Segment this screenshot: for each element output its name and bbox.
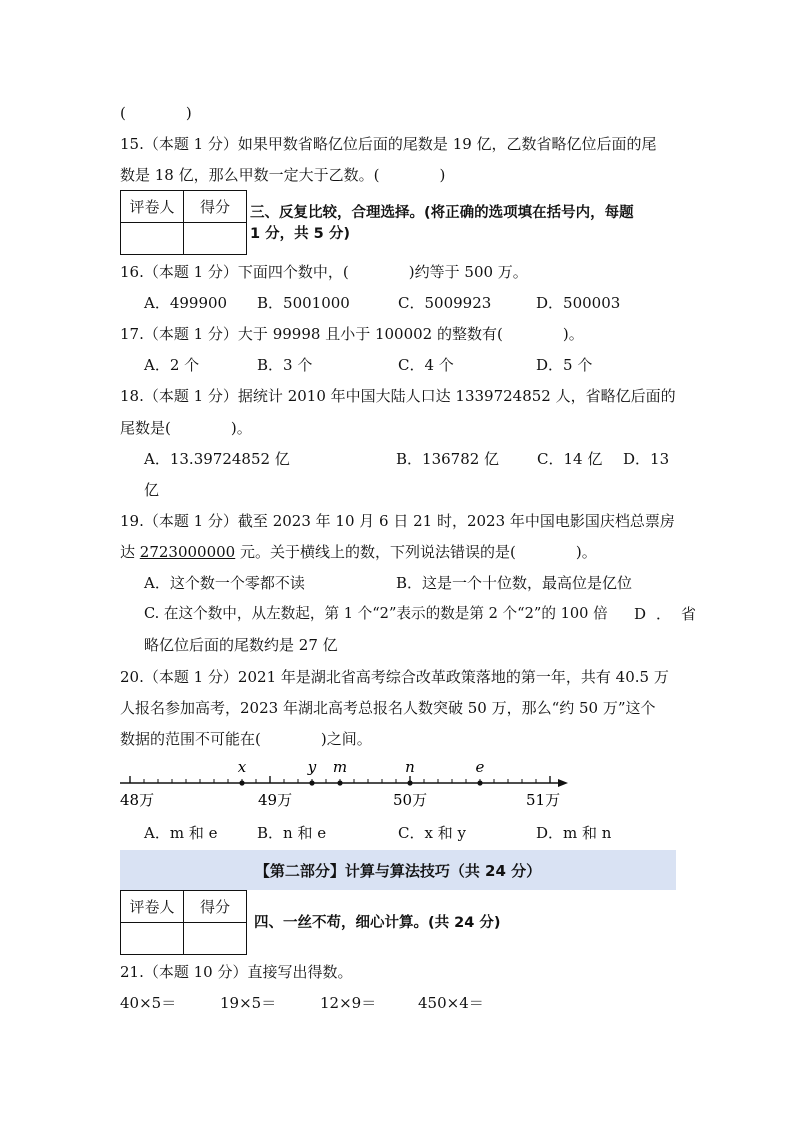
point-label-x: x	[237, 758, 247, 776]
part2-banner-title: 【第二部分】计算与算法技巧（共 24 分）	[254, 861, 542, 880]
number-line	[110, 755, 580, 815]
q21-item-3: 12×9＝	[320, 994, 377, 1012]
q19-line2-pre: 达	[120, 543, 140, 561]
q20-line1: 20.（本题 1 分）2021 年是湖北省高考综合改革政策落地的第一年，共有 40.5 万	[120, 668, 669, 686]
section4-title: 四、一丝不苟，细心计算。(共 24 分)	[254, 915, 501, 931]
q21-stem: 21.（本题 10 分）直接写出得数。	[120, 963, 353, 981]
tick-label-48: 48万	[120, 791, 155, 809]
grader-cell	[121, 923, 184, 955]
q17-option-d: D．5 个	[536, 356, 593, 374]
tick-label-51: 51万	[526, 791, 561, 809]
q16-option-a: A．499900	[144, 294, 228, 312]
grader-table-1	[120, 190, 247, 255]
q20-option-a: A．m 和 e	[144, 824, 218, 842]
score-header: 得分	[184, 891, 247, 923]
grader-table-2	[120, 890, 247, 955]
q17-option-a: A．2 个	[144, 356, 200, 374]
q20-line3: 数据的范围不可能在( )之间。	[120, 730, 372, 748]
section3-title-line1: 三、反复比较，合理选择。(将正确的选项填在括号内，每题	[250, 205, 634, 221]
part2-banner	[120, 850, 676, 890]
q17-stem: 17.（本题 1 分）大于 99998 且小于 100002 的整数有( )。	[120, 325, 584, 343]
q19-line1: 19.（本题 1 分）截至 2023 年 10 月 6 日 21 时，2023 年中国电影国庆档总票房	[120, 512, 675, 530]
tick-label-49: 49万	[258, 791, 293, 809]
q19-option-d-cont: 略亿位后面的尾数约是 27 亿	[144, 636, 338, 654]
q19-option-c: C. 在这个数中，从左数起，第 1 个“2”表示的数是第 2 个“2”的 100 倍	[144, 605, 608, 622]
q19-underlined-number: 2723000000	[139, 543, 236, 561]
score-cell	[184, 223, 247, 255]
q16-option-d: D．500003	[536, 294, 621, 312]
point-y	[309, 780, 314, 785]
q18-option-c: C．14 亿	[537, 450, 603, 468]
point-x	[239, 780, 244, 785]
q14-answer-blank: ( )	[120, 104, 192, 122]
point-e	[477, 780, 482, 785]
q19-line2	[120, 542, 597, 562]
q18-option-b: B．136782 亿	[396, 450, 500, 468]
point-label-y: y	[307, 758, 317, 776]
score-cell	[184, 923, 247, 955]
grader-header: 评卷人	[121, 891, 184, 923]
q20-option-d: D．m 和 n	[536, 824, 612, 842]
q19-option-b: B．这是一个十位数，最高位是亿位	[396, 574, 633, 592]
q16-option-b: B．5001000	[257, 294, 350, 312]
q20-option-b: B．n 和 e	[257, 824, 327, 842]
section3-title-line2: 1 分，共 5 分)	[250, 226, 350, 242]
point-label-m: m	[332, 758, 348, 776]
q19-option-a: A．这个数一个零都不读	[144, 574, 305, 592]
q15-line2: 数是 18 亿，那么甲数一定大于乙数。( )	[120, 166, 446, 184]
score-header: 得分	[184, 191, 247, 223]
q21-item-2: 19×5＝	[220, 994, 277, 1012]
point-label-n: n	[405, 758, 415, 776]
q18-option-d: D．13	[623, 450, 670, 468]
axis-arrow	[558, 779, 568, 787]
q19-option-d: D．省	[634, 605, 707, 623]
q18-option-a: A．13.39724852 亿	[144, 450, 290, 468]
point-m	[337, 780, 342, 785]
q17-option-c: C．4 个	[398, 356, 454, 374]
point-label-e: e	[475, 758, 485, 776]
q18-line2: 尾数是( )。	[120, 419, 252, 437]
q18-line1: 18.（本题 1 分）据统计 2010 年中国大陆人口达 1339724852 人，省略亿后面的	[120, 387, 676, 405]
q20-line2: 人报名参加高考，2023 年湖北高考总报名人数突破 50 万，那么“约 50 万”这个	[120, 699, 656, 717]
grader-cell	[121, 223, 184, 255]
q17-option-b: B．3 个	[257, 356, 313, 374]
point-n	[407, 780, 412, 785]
q16-option-c: C．5009923	[398, 294, 492, 312]
q21-item-4: 450×4＝	[418, 994, 484, 1012]
tick-label-50: 50万	[393, 791, 428, 809]
q21-item-1: 40×5＝	[120, 994, 177, 1012]
q15-line1: 15.（本题 1 分）如果甲数省略亿位后面的尾数是 19 亿，乙数省略亿位后面的尾	[120, 135, 657, 153]
grader-header: 评卷人	[121, 191, 184, 223]
q18-option-d-wrap: 亿	[144, 481, 160, 499]
q19-line2-post: 元。关于横线上的数，下列说法错误的是( )。	[235, 543, 597, 561]
q16-stem: 16.（本题 1 分）下面四个数中，( )约等于 500 万。	[120, 263, 528, 281]
q20-option-c: C．x 和 y	[398, 824, 466, 842]
